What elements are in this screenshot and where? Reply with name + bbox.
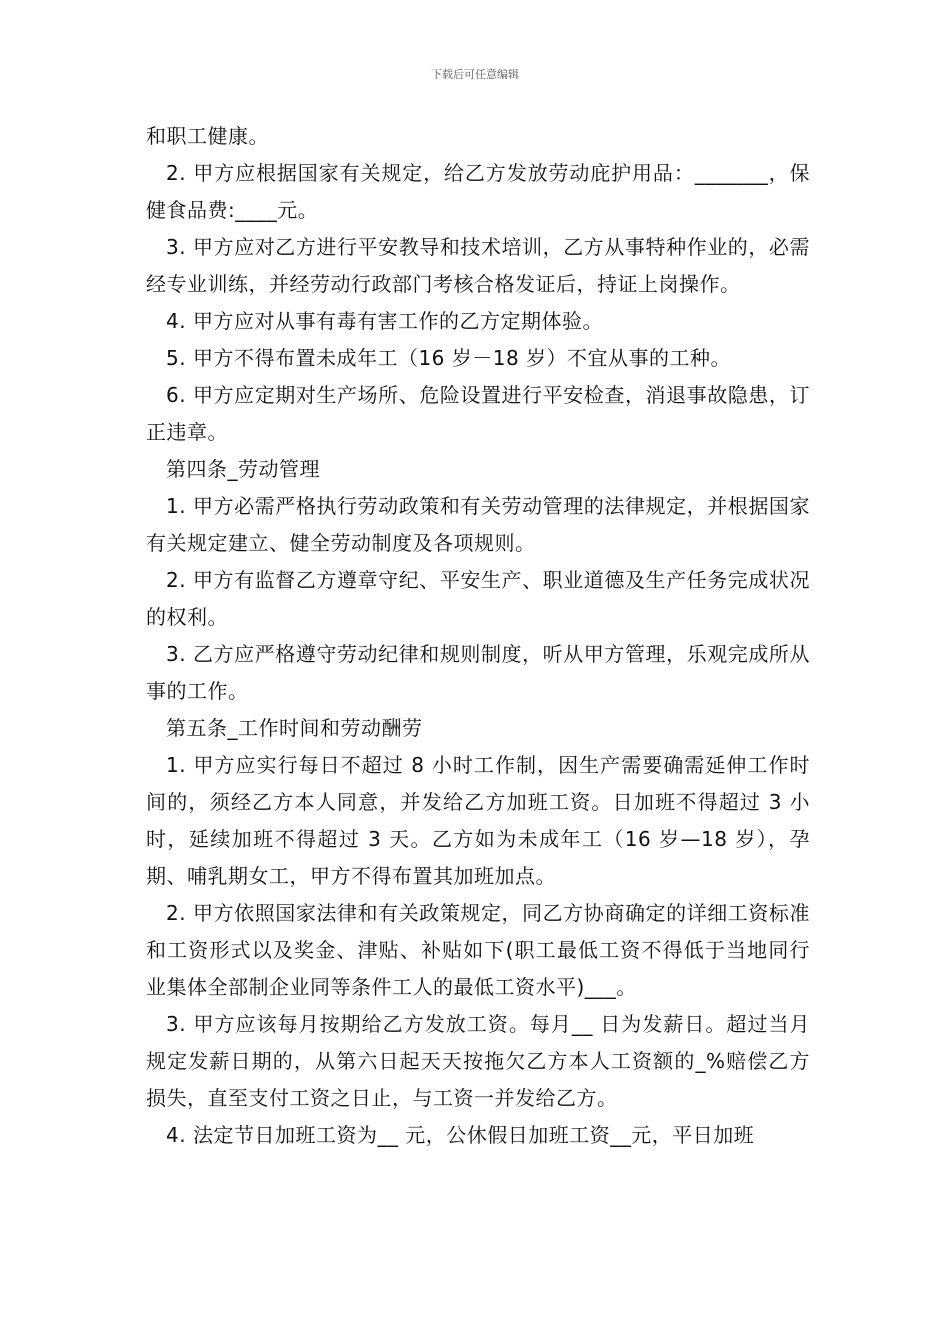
paragraph: 2. 甲方应根据国家有关规定，给乙方发放劳动庇护用品：_______，保健食品费:____元。: [146, 161, 810, 222]
paragraph: 4. 法定节日加班工资为__ 元，公休假日加班工资__元，平日加班: [166, 1123, 755, 1147]
section-heading: 第四条_劳动管理: [166, 457, 320, 481]
section-heading: 第五条_工作时间和劳动酬劳: [166, 716, 423, 740]
paragraph: 3. 甲方应该每月按期给乙方发放工资。每月__ 日为发薪日。超过当月规定发薪日期的，从第六日起天天按拖欠乙方本人工资额的_%赔偿乙方损失，直至支付工资之日止，与工资一并发给乙方。: [146, 1012, 810, 1110]
paragraph: 3. 乙方应严格遵守劳动纪律和规则制度，听从甲方管理，乐观完成所从事的工作。: [146, 642, 810, 703]
paragraph: 1. 甲方应实行每日不超过 8 小时工作制，因生产需要确需延伸工作时间的，须经乙方本人同意，并发给乙方加班工资。日加班不得超过 3 小时，延续加班不得超过 3 天。乙方如为未成年工（16 岁—18 岁），孕期、哺乳期女工，甲方不得布置其加班加点。: [146, 753, 810, 888]
paragraph: 2. 甲方有监督乙方遵章守纪、平安生产、职业道德及生产任务完成状况的权利。: [146, 568, 810, 629]
paragraph: 6. 甲方应定期对生产场所、危险设置进行平安检查，消退事故隐患，订正违章。: [146, 383, 810, 444]
document-body: [146, 118, 810, 1154]
paragraph: 4. 甲方应对从事有毒有害工作的乙方定期体验。: [166, 309, 603, 333]
paragraph: 2. 甲方依照国家法律和有关政策规定，同乙方协商确定的详细工资标准和工资形式以及奖金、津贴、补贴如下(职工最低工资不得低于当地同行业集体全部制企业同等条件工人的最低工资水平)___。: [146, 901, 810, 999]
paragraph: 1. 甲方必需严格执行劳动政策和有关劳动管理的法律规定，并根据国家有关规定建立、健全劳动制度及各项规则。: [146, 494, 810, 555]
paragraph: 和职工健康。: [146, 124, 269, 148]
paragraph: 3. 甲方应对乙方进行平安教导和技术培训，乙方从事特种作业的，必需经专业训练，并经劳动行政部门考核合格发证后，持证上岗操作。: [146, 235, 810, 296]
paragraph: 5. 甲方不得布置未成年工（16 岁－18 岁）不宜从事的工种。: [166, 346, 732, 370]
page-header: 下载后可任意编辑: [431, 68, 519, 81]
